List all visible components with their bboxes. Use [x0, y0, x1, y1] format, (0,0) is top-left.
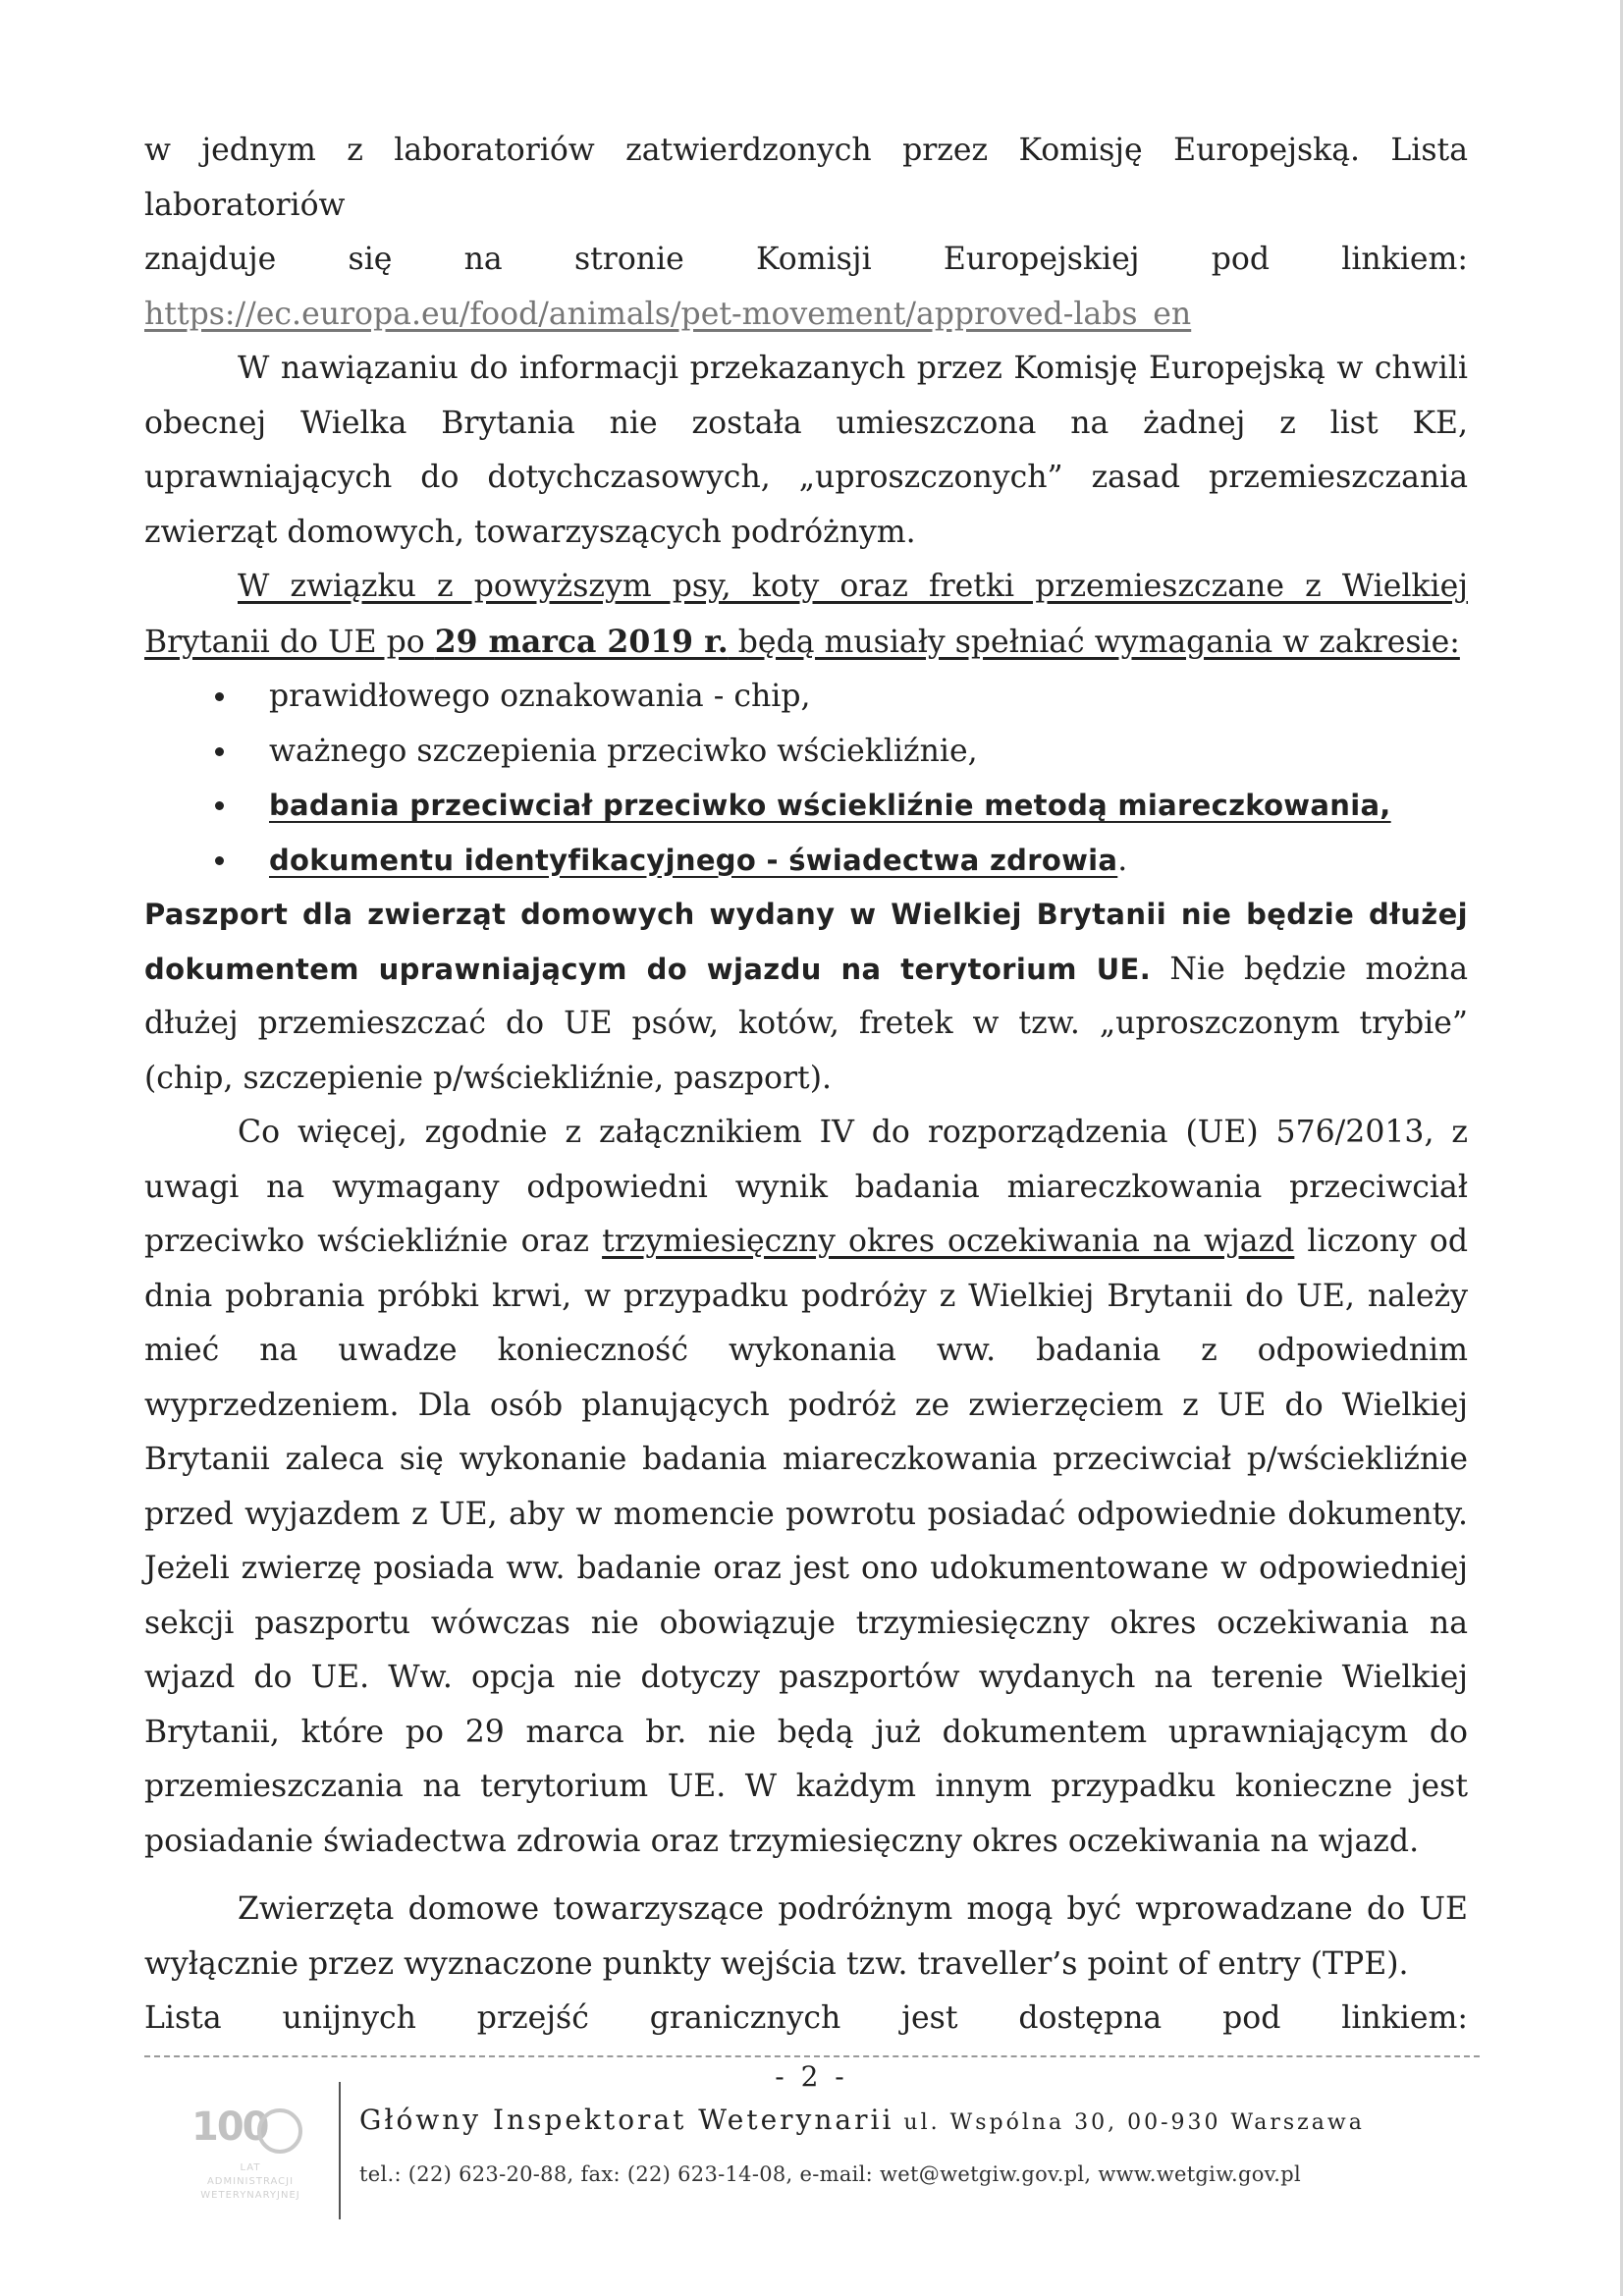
underlined-text: będą musiały spełniać wymagania w zakresie: — [728, 624, 1460, 660]
paragraph-passport — [144, 888, 1468, 1106]
date-bold: 29 marca 2019 r. — [434, 623, 729, 660]
passport-rest: Nie będzie można dłużej przemieszczać do UE psów, kotów, fretek w tzw. „uproszczonym trybie” (chip, szczepienie p/wściekliźnie, paszport). — [144, 951, 1468, 1096]
list-item — [215, 670, 1468, 725]
laboratories-link[interactable] — [144, 288, 1468, 343]
footer-organization — [359, 2104, 1365, 2136]
page-number: - 2 - — [775, 2060, 848, 2093]
list-item — [215, 779, 1468, 834]
paragraph-rabies-test — [144, 1106, 1468, 1869]
list-item-text: badania przeciwciał przeciwko wściekliźnie metodą miareczkowania, — [269, 789, 1391, 822]
paragraph-text: Co więcej, zgodnie z załącznikiem IV do rozporządzenia (UE) 576/2013, z uwagi na wymagany odpowiedni wynik badania miareczkowania przeciwciał przeciwko wściekliźnie oraz — [144, 1115, 1468, 1259]
list-item-text: prawidłowego oznakowania - chip, — [269, 679, 811, 714]
bullet-icon — [215, 856, 224, 865]
footer-divider — [144, 2055, 1480, 2057]
footer-separator — [339, 2082, 341, 2219]
paragraph-line: w jednym z laboratoriów zatwierdzonych przez Komisję Europejską. Lista laboratoriów — [144, 133, 1468, 223]
paragraph-text: liczony od dnia pobrania próbki krwi, w przypadku podróży z Wielkiej Brytanii do UE, należy mieć na uwadze konieczność wykonania ww. badania z odpowiednim wyprzedzeniem. Dla osób planujących podróż ze zwierzęciem z UE do Wielkiej Brytanii zaleca się wykonanie badania miareczkowania przeciwciał p/wściekliźnie przed wyjazdem z UE, aby w momencie powrotu posiadać odpowiednie dokumenty. Jeżeli zwierzę posiada ww. badanie oraz jest ono udokumentowane w odpowiedniej sekcji paszportu wówczas nie obowiązuje trzymiesięczny okres oczekiwania na wjazd do UE. Ww. opcja nie dotyczy paszportów wydanych na terenie Wielkiej Brytanii, które po 29 marca br. nie będą już dokumentem uprawniającym do przemieszczania na terytorium UE. W każdym innym przypadku konieczne jest posiadanie świadectwa zdrowia oraz trzymiesięczny okres oczekiwania na wjazd. — [144, 1224, 1469, 1859]
paragraph-uk-status: W nawiązaniu do informacji przekazanych przez Komisję Europejską w chwili obecnej Wielka Brytania nie została umieszczona na żadnej z list KE, uprawniających do dotychczasowych, „uproszczonych” zasad przemieszczania zwierząt domowych, towarzyszących podróżnym. — [144, 351, 1468, 550]
list-item — [215, 725, 1468, 780]
list-item-text: dokumentu identyfikacyjnego - świadectwa zdrowia — [269, 843, 1118, 877]
passport-bold: Paszport dla zwierząt domowych wydany w Wielkiej Brytanii nie będzie dłużej dokumentem uprawniającym do wjazdu na terytorium UE. — [144, 898, 1468, 986]
requirements-list — [144, 670, 1468, 888]
bullet-icon — [215, 801, 224, 810]
paragraph-entry-points: Zwierzęta domowe towarzyszące podróżnym mogą być wprowadzane do UE wyłącznie przez wyznaczone punkty wejścia tzw. traveller’s point of entry (TPE). — [144, 1891, 1468, 1982]
list-item — [215, 834, 1468, 889]
anniversary-logo — [167, 2097, 334, 2214]
paragraph-line: znajduje się na stronie Komisji Europejskiej pod linkiem: — [144, 242, 1468, 277]
underlined-text: W związku z powyższym psy, koty oraz fretki przemieszczane z Wielkiej Brytanii do UE po — [144, 569, 1468, 660]
logo-text: ADMINISTRACJI — [206, 2176, 295, 2187]
logo-number: 100 — [191, 2105, 268, 2150]
waiting-period-underlined: trzymiesięczny okres oczekiwania na wjazd — [602, 1224, 1295, 1259]
bullet-icon — [215, 747, 224, 756]
logo-emblem-icon — [257, 2108, 302, 2154]
logo-text: WETERYNARYJNEJ — [200, 2190, 300, 2201]
link-text[interactable]: https://ec.europa.eu/food/animals/pet-movement/approved-labs_en — [144, 296, 1192, 332]
organization-address: ul. Wspólna 30, 00-930 Warszawa — [893, 2110, 1365, 2135]
list-item-tail: . — [1117, 842, 1128, 878]
organization-name: Główny Inspektorat Weterynarii — [359, 2104, 894, 2136]
footer-contact: tel.: (22) 623-20-88, fax: (22) 623-14-08, e-mail: wet@wetgiw.gov.pl, www.wetgiw.gov.pl — [359, 2162, 1302, 2186]
paragraph-requirements-intro — [144, 560, 1468, 670]
document-body — [144, 124, 1468, 2047]
paragraph-line: Lista unijnych przejść granicznych jest dostępna pod linkiem: — [144, 2000, 1468, 2036]
logo-text: LAT — [240, 2162, 261, 2173]
list-item-text: ważnego szczepienia przeciwko wściekliźnie, — [269, 733, 978, 769]
bullet-icon — [215, 692, 224, 701]
